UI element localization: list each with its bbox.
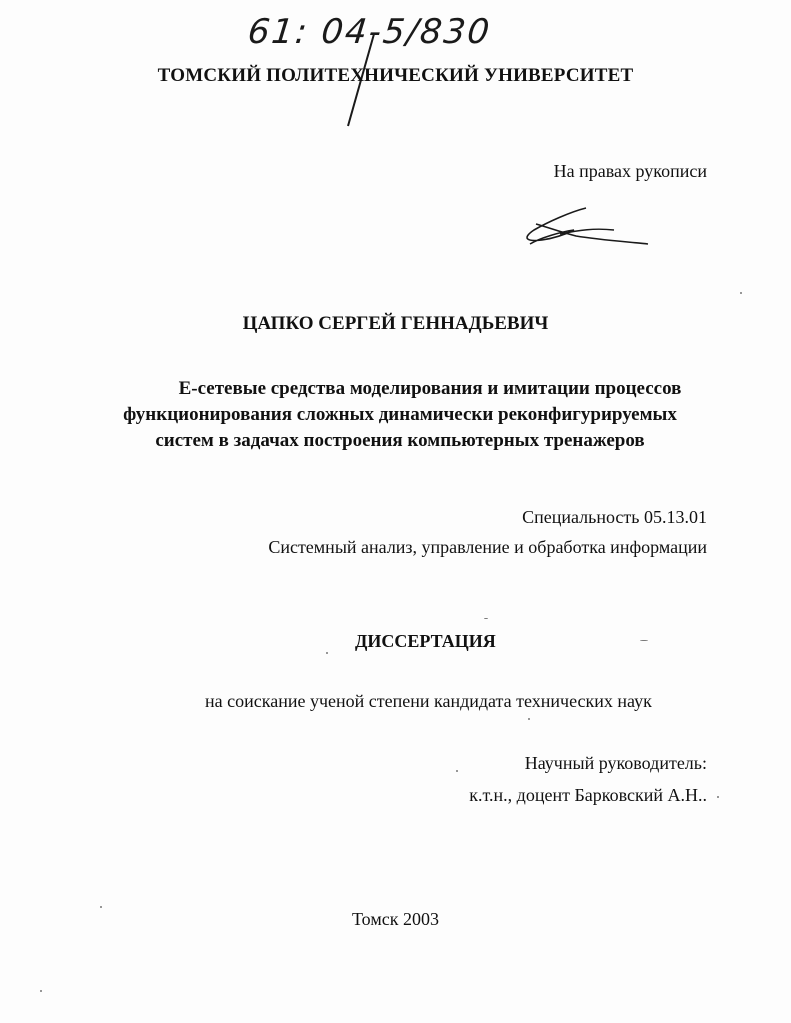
scan-speck (484, 618, 488, 619)
scan-speck (528, 718, 530, 720)
scan-speck (40, 990, 42, 992)
supervisor-label: Научный руководитель: (524, 753, 707, 773)
scan-speck (100, 906, 102, 908)
supervisor-name: к.т.н., доцент Барковский А.Н.. (469, 785, 707, 805)
title-line: Е-сетевые средства моделирования и имитации процессов (178, 378, 682, 399)
specialty-name: Системный анализ, управление и обработка информации (268, 537, 707, 557)
archive-stamp: 61: 04-5/830 (245, 12, 494, 52)
title-line: систем в задачах построения компьютерных тренажеров (155, 430, 645, 451)
scan-speck (740, 292, 742, 294)
specialty-code: Специальность 05.13.01 (522, 507, 707, 527)
scan-speck (640, 640, 648, 641)
document-type: ДИССЕРТАЦИЯ (355, 631, 496, 651)
title-line: функционирования сложных динамически реконфигурируемых (123, 404, 677, 425)
signature (520, 200, 660, 256)
dissertation-title (90, 376, 710, 454)
author-name: ЦАПКО СЕРГЕЙ ГЕННАДЬЕВИЧ (242, 313, 549, 334)
scan-speck (326, 652, 328, 654)
scan-speck (456, 770, 458, 772)
manuscript-rights: На правах рукописи (553, 161, 707, 181)
city-year: Томск 2003 (352, 909, 439, 929)
degree-statement: на соискание ученой степени кандидата технических наук (205, 691, 652, 711)
university-name: ТОМСКИЙ ПОЛИТЕХНИЧЕСКИЙ УНИВЕРСИТЕТ (157, 65, 634, 86)
scan-speck (717, 796, 719, 798)
